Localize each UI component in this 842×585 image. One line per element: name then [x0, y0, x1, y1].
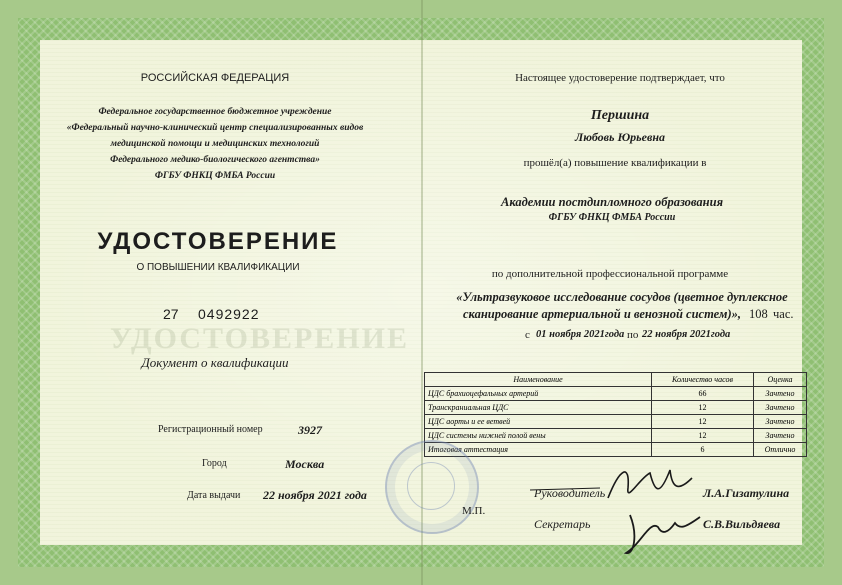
country-heading: РОССИЙСКАЯ ФЕДЕРАЦИЯ	[140, 72, 290, 84]
secretary-name: С.В.Вильдяева	[703, 517, 781, 531]
head-signature	[600, 458, 700, 508]
institution-line-1: Федеральное государственное бюджетное учреждение	[98, 107, 332, 117]
passed-text: прошёл(а) повышение квалификации в	[523, 157, 707, 169]
document-subtitle: О ПОВЫШЕНИИ КВАЛИФИКАЦИИ	[136, 262, 300, 273]
issue-date-value: 22 ноября 2021 года	[263, 488, 367, 502]
table-cell: ЦДС аорты и ее ветвей	[425, 415, 652, 429]
grades-table	[424, 372, 807, 457]
period-from: 01 ноября 2021года	[536, 329, 625, 340]
table-cell: Итоговая аттестация	[425, 443, 652, 457]
head-label: Руководитель	[534, 486, 606, 500]
reg-number-label: Регистрационный номер	[158, 424, 263, 435]
table-row	[425, 387, 807, 401]
period-to: 22 ноября 2021года	[642, 329, 731, 340]
table-cell: ЦДС брахиоцефальных артерий	[425, 387, 652, 401]
document-title: УДОСТОВЕРЕНИЕ	[97, 228, 339, 255]
institution-line-2: «Федеральный научно-клинический центр специализированных видов	[66, 123, 364, 133]
table-row	[425, 429, 807, 443]
table-cell: Зачтено	[754, 387, 807, 401]
period-from-label: с	[525, 329, 530, 341]
academy-line-1: Академии постдипломного образования	[500, 195, 724, 209]
column-header: Наименование	[425, 373, 652, 387]
table-cell: ЦДС системы нижней полой вены	[425, 429, 652, 443]
seal-mark-label: М.П.	[462, 505, 486, 517]
table-header-row	[425, 373, 807, 387]
table-cell: Зачтено	[754, 429, 807, 443]
table-cell: 12	[652, 429, 754, 443]
table-cell: 6	[652, 443, 754, 457]
table-row	[425, 443, 807, 457]
watermark: УДОСТОВЕРЕНИЕ	[110, 322, 409, 355]
hours-value: 108	[749, 307, 768, 321]
reg-number-value: 3927	[298, 423, 322, 437]
document-series: 27	[163, 306, 179, 322]
city-value: Москва	[285, 457, 325, 471]
document-type: Документ о квалификации	[141, 355, 289, 370]
institution-line-5: ФГБУ ФНКЦ ФМБА России	[154, 171, 276, 181]
program-line-1: «Ультразвуковое исследование сосудов (цветное дуплексное	[456, 290, 788, 304]
city-label: Город	[202, 458, 227, 469]
table-cell: 66	[652, 387, 754, 401]
table-cell: 12	[652, 401, 754, 415]
period-to-label: по	[627, 329, 639, 341]
table-cell: 12	[652, 415, 754, 429]
secretary-signature	[620, 505, 710, 560]
table-cell: Отлично	[754, 443, 807, 457]
intro-text: Настоящее удостоверение подтверждает, что	[515, 72, 725, 84]
program-line-2: сканирование артериальной и венозной систем)»,	[463, 307, 741, 321]
hours-unit: час.	[773, 307, 794, 321]
issue-date-label: Дата выдачи	[187, 490, 241, 501]
institution-line-4: Федерального медико-биологического агентства»	[110, 155, 320, 165]
seal-stamp	[385, 440, 479, 534]
table-cell: Транскраниальная ЦДС	[425, 401, 652, 415]
academy-line-2: ФГБУ ФНКЦ ФМБА России	[548, 212, 676, 223]
document-number: 0492922	[198, 306, 260, 322]
table-cell: Зачтено	[754, 401, 807, 415]
column-header: Оценка	[754, 373, 807, 387]
program-label: по дополнительной профессиональной программе	[491, 268, 729, 280]
table-cell: Зачтено	[754, 415, 807, 429]
secretary-label: Секретарь	[534, 517, 591, 531]
head-name: Л.А.Гизатулина	[703, 486, 790, 500]
table-row	[425, 415, 807, 429]
table-row	[425, 401, 807, 415]
institution-line-3: медицинской помощи и медицинских технологий	[110, 139, 320, 149]
surname: Першина	[590, 108, 650, 123]
column-header: Количество часов	[652, 373, 754, 387]
given-name: Любовь Юрьевна	[574, 130, 666, 144]
